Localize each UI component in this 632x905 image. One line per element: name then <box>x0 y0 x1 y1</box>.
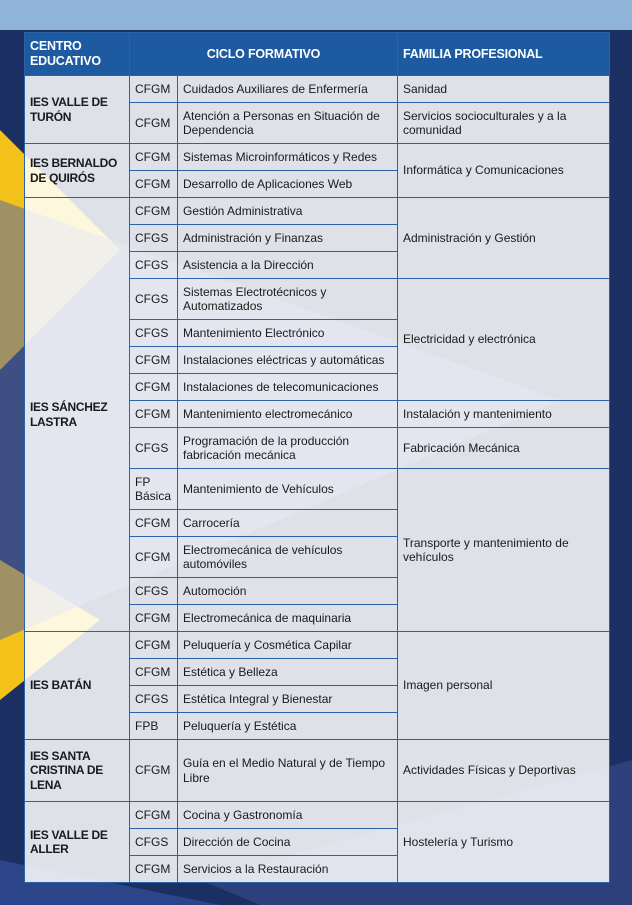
ciclo-cell: Estética y Belleza <box>178 659 398 686</box>
ciclo-cell: Sistemas Electrotécnicos y Automatizados <box>178 279 398 320</box>
ciclo-cell: Instalaciones de telecomunicaciones <box>178 374 398 401</box>
ciclo-cell: Electromecánica de maquinaria <box>178 605 398 632</box>
table-header-row <box>25 33 610 76</box>
ciclo-cell: Peluquería y Cosmética Capilar <box>178 632 398 659</box>
ciclo-cell: Administración y Finanzas <box>178 225 398 252</box>
tipo-cell: CFGS <box>130 686 178 713</box>
header-familia: FAMILIA PROFESIONAL <box>398 33 610 76</box>
tipo-cell: CFGM <box>130 103 178 144</box>
ciclo-cell: Atención a Personas en Situación de Dependencia <box>178 103 398 144</box>
ciclo-cell: Peluquería y Estética <box>178 713 398 740</box>
familia-cell: Instalación y mantenimiento <box>398 401 610 428</box>
ciclo-cell: Asistencia a la Dirección <box>178 252 398 279</box>
familia-cell: Electricidad y electrónica <box>398 279 610 401</box>
tipo-cell: CFGM <box>130 198 178 225</box>
ciclo-cell: Cuidados Auxiliares de Enfermería <box>178 76 398 103</box>
ciclo-cell: Mantenimiento de Vehículos <box>178 469 398 510</box>
tipo-cell: CFGM <box>130 802 178 829</box>
tipo-cell: CFGM <box>130 740 178 802</box>
centro-cell: IES SÁNCHEZ LASTRA <box>25 198 130 632</box>
table-row <box>25 144 610 171</box>
tipo-cell: CFGM <box>130 144 178 171</box>
familia-cell: Informática y Comunicaciones <box>398 144 610 198</box>
tipo-cell: CFGS <box>130 279 178 320</box>
tipo-cell: CFGM <box>130 632 178 659</box>
tipo-cell: CFGM <box>130 76 178 103</box>
centro-cell: IES VALLE DE ALLER <box>25 802 130 883</box>
ciclo-cell: Mantenimiento electromecánico <box>178 401 398 428</box>
ciclo-cell: Electromecánica de vehículos automóviles <box>178 537 398 578</box>
ciclo-cell: Servicios a la Restauración <box>178 856 398 883</box>
ciclo-cell: Estética Integral y Bienestar <box>178 686 398 713</box>
table-row <box>25 632 610 659</box>
tipo-cell: CFGM <box>130 401 178 428</box>
ciclo-cell: Mantenimiento Electrónico <box>178 320 398 347</box>
centro-cell: IES SANTA CRISTINA DE LENA <box>25 740 130 802</box>
ciclo-cell: Desarrollo de Aplicaciones Web <box>178 171 398 198</box>
centro-cell: IES VALLE DE TURÓN <box>25 76 130 144</box>
tipo-cell: CFGS <box>130 320 178 347</box>
ciclo-cell: Dirección de Cocina <box>178 829 398 856</box>
tipo-cell: CFGM <box>130 659 178 686</box>
tipo-cell: CFGM <box>130 374 178 401</box>
familia-cell: Servicios socioculturales y a la comunidad <box>398 103 610 144</box>
centro-cell: IES BATÁN <box>25 632 130 740</box>
ciclo-cell: Programación de la producción fabricación mecánica <box>178 428 398 469</box>
ciclo-cell: Instalaciones eléctricas y automáticas <box>178 347 398 374</box>
header-ciclo: CICLO FORMATIVO <box>130 33 398 76</box>
ciclos-table <box>24 32 610 883</box>
tipo-cell: CFGS <box>130 578 178 605</box>
tipo-cell: CFGM <box>130 510 178 537</box>
ciclo-cell: Automoción <box>178 578 398 605</box>
tipo-cell: CFGM <box>130 347 178 374</box>
ciclo-cell: Gestión Administrativa <box>178 198 398 225</box>
ciclo-cell: Cocina y Gastronomía <box>178 802 398 829</box>
familia-cell: Actividades Físicas y Deportivas <box>398 740 610 802</box>
tipo-cell: CFGS <box>130 428 178 469</box>
ciclo-cell: Sistemas Microinformáticos y Redes <box>178 144 398 171</box>
tipo-cell: CFGM <box>130 171 178 198</box>
table-row <box>25 802 610 829</box>
familia-cell: Administración y Gestión <box>398 198 610 279</box>
tipo-cell: FPB <box>130 713 178 740</box>
familia-cell: Imagen personal <box>398 632 610 740</box>
centro-cell: IES BERNALDO DE QUIRÓS <box>25 144 130 198</box>
tipo-cell: CFGM <box>130 537 178 578</box>
header-centro: CENTRO EDUCATIVO <box>25 33 130 76</box>
familia-cell: Transporte y mantenimiento de vehículos <box>398 469 610 632</box>
tipo-cell: FP Básica <box>130 469 178 510</box>
tipo-cell: CFGS <box>130 829 178 856</box>
table-row <box>25 198 610 225</box>
tipo-cell: CFGS <box>130 252 178 279</box>
ciclo-cell: Guía en el Medio Natural y de Tiempo Libre <box>178 740 398 802</box>
familia-cell: Fabricación Mecánica <box>398 428 610 469</box>
table-row <box>25 76 610 103</box>
table-row <box>25 740 610 802</box>
familia-cell: Hostelería y Turismo <box>398 802 610 883</box>
tipo-cell: CFGM <box>130 856 178 883</box>
familia-cell: Sanidad <box>398 76 610 103</box>
tipo-cell: CFGS <box>130 225 178 252</box>
tipo-cell: CFGM <box>130 605 178 632</box>
ciclo-cell: Carrocería <box>178 510 398 537</box>
